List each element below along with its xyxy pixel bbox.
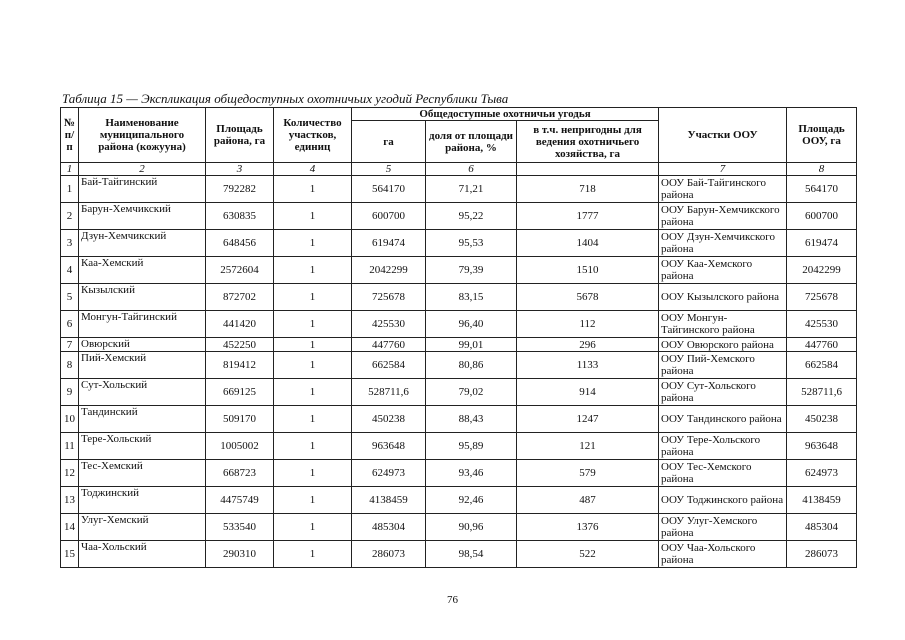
table-row xyxy=(61,203,857,230)
header-area: Площадь района, га xyxy=(206,108,274,163)
header-name: Наименование муниципального района (кожууна) xyxy=(79,108,206,163)
grounds-share: 90,96 xyxy=(426,514,517,541)
grounds-share: 95,22 xyxy=(426,203,517,230)
site-count: 1 xyxy=(274,379,352,406)
site-count: 1 xyxy=(274,338,352,352)
grounds-area-ha: 425530 xyxy=(352,311,426,338)
table-row xyxy=(61,406,857,433)
grounds-area-ha: 447760 xyxy=(352,338,426,352)
table-row xyxy=(61,352,857,379)
site-name: ООУ Пий-Хемского района xyxy=(659,352,787,379)
site-name: ООУ Тоджинского района xyxy=(659,487,787,514)
district-area: 648456 xyxy=(206,230,274,257)
row-number: 7 xyxy=(61,338,79,352)
site-area: 450238 xyxy=(787,406,857,433)
grounds-share: 99,01 xyxy=(426,338,517,352)
site-area: 447760 xyxy=(787,338,857,352)
site-area: 963648 xyxy=(787,433,857,460)
table-row xyxy=(61,541,857,568)
site-name: ООУ Улуг-Хемского района xyxy=(659,514,787,541)
grounds-area-ha: 564170 xyxy=(352,176,426,203)
column-number: 8 xyxy=(787,163,857,176)
header-group: Общедоступные охотничьи угодья xyxy=(352,108,659,121)
site-count: 1 xyxy=(274,203,352,230)
grounds-share: 71,21 xyxy=(426,176,517,203)
column-number: 5 xyxy=(352,163,426,176)
site-count: 1 xyxy=(274,433,352,460)
district-name: Каа-Хемский xyxy=(79,257,206,284)
district-name: Сут-Хольский xyxy=(79,379,206,406)
grounds-share: 80,86 xyxy=(426,352,517,379)
table-row xyxy=(61,176,857,203)
district-name: Монгун-Тайгинский xyxy=(79,311,206,338)
site-area: 662584 xyxy=(787,352,857,379)
site-name: ООУ Барун-Хемчикского района xyxy=(659,203,787,230)
district-area: 1005002 xyxy=(206,433,274,460)
grounds-area-ha: 619474 xyxy=(352,230,426,257)
district-area: 669125 xyxy=(206,379,274,406)
row-number: 13 xyxy=(61,487,79,514)
unfit-area: 296 xyxy=(517,338,659,352)
district-name: Тере-Хольский xyxy=(79,433,206,460)
column-number: 4 xyxy=(274,163,352,176)
grounds-area-ha: 528711,6 xyxy=(352,379,426,406)
unfit-area: 487 xyxy=(517,487,659,514)
unfit-area: 718 xyxy=(517,176,659,203)
district-area: 872702 xyxy=(206,284,274,311)
row-number: 1 xyxy=(61,176,79,203)
unfit-area: 121 xyxy=(517,433,659,460)
site-count: 1 xyxy=(274,460,352,487)
grounds-area-ha: 4138459 xyxy=(352,487,426,514)
unfit-area: 112 xyxy=(517,311,659,338)
grounds-area-ha: 963648 xyxy=(352,433,426,460)
unfit-area: 5678 xyxy=(517,284,659,311)
district-name: Чаа-Хольский xyxy=(79,541,206,568)
site-name: ООУ Кызылского района xyxy=(659,284,787,311)
district-area: 533540 xyxy=(206,514,274,541)
district-name: Тес-Хемский xyxy=(79,460,206,487)
row-number: 6 xyxy=(61,311,79,338)
grounds-area-ha: 2042299 xyxy=(352,257,426,284)
table-row xyxy=(61,230,857,257)
table-row xyxy=(61,257,857,284)
grounds-share: 95,53 xyxy=(426,230,517,257)
district-area: 4475749 xyxy=(206,487,274,514)
site-name: ООУ Чаа-Хольского района xyxy=(659,541,787,568)
unfit-area: 522 xyxy=(517,541,659,568)
row-number: 8 xyxy=(61,352,79,379)
header-share: доля от площади района, % xyxy=(426,121,517,163)
grounds-share: 93,46 xyxy=(426,460,517,487)
district-name: Дзун-Хемчикский xyxy=(79,230,206,257)
district-area: 452250 xyxy=(206,338,274,352)
site-count: 1 xyxy=(274,487,352,514)
grounds-area-ha: 485304 xyxy=(352,514,426,541)
row-number: 14 xyxy=(61,514,79,541)
grounds-area-ha: 450238 xyxy=(352,406,426,433)
site-count: 1 xyxy=(274,176,352,203)
column-number: 6 xyxy=(426,163,517,176)
site-count: 1 xyxy=(274,514,352,541)
site-area: 624973 xyxy=(787,460,857,487)
table-row xyxy=(61,338,857,352)
row-number: 5 xyxy=(61,284,79,311)
row-number: 12 xyxy=(61,460,79,487)
site-area: 600700 xyxy=(787,203,857,230)
header-ooy-area: Площадь ООУ, га xyxy=(787,108,857,163)
site-count: 1 xyxy=(274,311,352,338)
grounds-share: 79,02 xyxy=(426,379,517,406)
column-number xyxy=(517,163,659,176)
header-num: № п/п xyxy=(61,108,79,163)
column-number: 3 xyxy=(206,163,274,176)
district-area: 819412 xyxy=(206,352,274,379)
site-area: 2042299 xyxy=(787,257,857,284)
grounds-share: 98,54 xyxy=(426,541,517,568)
site-area: 528711,6 xyxy=(787,379,857,406)
site-area: 485304 xyxy=(787,514,857,541)
district-name: Барун-Хемчикский xyxy=(79,203,206,230)
table-caption: Таблица 15 — Экспликация общедоступных охотничьих угодий Республики Тыва xyxy=(62,91,509,106)
district-name: Тоджинский xyxy=(79,487,206,514)
site-area: 4138459 xyxy=(787,487,857,514)
header-unfit: в т.ч. непригодны для ведения охотничьего хозяйства, га xyxy=(517,121,659,163)
site-name: ООУ Монгун-Тайгинского района xyxy=(659,311,787,338)
column-number: 2 xyxy=(79,163,206,176)
site-name: ООУ Бай-Тайгинского района xyxy=(659,176,787,203)
unfit-area: 914 xyxy=(517,379,659,406)
site-count: 1 xyxy=(274,257,352,284)
unfit-area: 1376 xyxy=(517,514,659,541)
row-number: 11 xyxy=(61,433,79,460)
row-number: 9 xyxy=(61,379,79,406)
district-name: Бай-Тайгинский xyxy=(79,176,206,203)
table-row xyxy=(61,487,857,514)
row-number: 15 xyxy=(61,541,79,568)
row-number: 4 xyxy=(61,257,79,284)
hunting-grounds-table xyxy=(60,107,857,568)
district-name: Улуг-Хемский xyxy=(79,514,206,541)
unfit-area: 1510 xyxy=(517,257,659,284)
table-row xyxy=(61,433,857,460)
site-name: ООУ Каа-Хемского района xyxy=(659,257,787,284)
district-area: 2572604 xyxy=(206,257,274,284)
table-row xyxy=(61,284,857,311)
unfit-area: 1133 xyxy=(517,352,659,379)
site-count: 1 xyxy=(274,352,352,379)
row-number: 2 xyxy=(61,203,79,230)
header-count: Количество участков, единиц xyxy=(274,108,352,163)
table-row xyxy=(61,379,857,406)
grounds-share: 96,40 xyxy=(426,311,517,338)
header-ha: га xyxy=(352,121,426,163)
grounds-share: 92,46 xyxy=(426,487,517,514)
table-row xyxy=(61,460,857,487)
grounds-share: 79,39 xyxy=(426,257,517,284)
grounds-area-ha: 624973 xyxy=(352,460,426,487)
district-area: 441420 xyxy=(206,311,274,338)
district-name: Тандинский xyxy=(79,406,206,433)
grounds-area-ha: 662584 xyxy=(352,352,426,379)
site-name: ООУ Сут-Хольского района xyxy=(659,379,787,406)
site-name: ООУ Дзун-Хемчикского района xyxy=(659,230,787,257)
grounds-share: 83,15 xyxy=(426,284,517,311)
district-area: 290310 xyxy=(206,541,274,568)
unfit-area: 1247 xyxy=(517,406,659,433)
district-name: Кызылский xyxy=(79,284,206,311)
site-count: 1 xyxy=(274,406,352,433)
site-count: 1 xyxy=(274,230,352,257)
unfit-area: 1777 xyxy=(517,203,659,230)
column-number-row xyxy=(61,163,857,176)
grounds-area-ha: 286073 xyxy=(352,541,426,568)
table-row xyxy=(61,311,857,338)
site-area: 425530 xyxy=(787,311,857,338)
site-name: ООУ Тандинского района xyxy=(659,406,787,433)
district-area: 668723 xyxy=(206,460,274,487)
district-area: 792282 xyxy=(206,176,274,203)
site-area: 286073 xyxy=(787,541,857,568)
site-name: ООУ Овюрского района xyxy=(659,338,787,352)
site-area: 725678 xyxy=(787,284,857,311)
grounds-share: 88,43 xyxy=(426,406,517,433)
site-name: ООУ Тес-Хемского района xyxy=(659,460,787,487)
column-number: 1 xyxy=(61,163,79,176)
site-name: ООУ Тере-Хольского района xyxy=(659,433,787,460)
row-number: 3 xyxy=(61,230,79,257)
table-row xyxy=(61,514,857,541)
site-count: 1 xyxy=(274,541,352,568)
district-area: 509170 xyxy=(206,406,274,433)
unfit-area: 1404 xyxy=(517,230,659,257)
district-area: 630835 xyxy=(206,203,274,230)
row-number: 10 xyxy=(61,406,79,433)
page-number: 76 xyxy=(447,594,458,606)
grounds-area-ha: 600700 xyxy=(352,203,426,230)
column-number: 7 xyxy=(659,163,787,176)
site-area: 619474 xyxy=(787,230,857,257)
unfit-area: 579 xyxy=(517,460,659,487)
site-area: 564170 xyxy=(787,176,857,203)
header-sites: Участки ООУ xyxy=(659,108,787,163)
grounds-area-ha: 725678 xyxy=(352,284,426,311)
site-count: 1 xyxy=(274,284,352,311)
district-name: Пий-Хемский xyxy=(79,352,206,379)
district-name: Овюрский xyxy=(79,338,206,352)
grounds-share: 95,89 xyxy=(426,433,517,460)
